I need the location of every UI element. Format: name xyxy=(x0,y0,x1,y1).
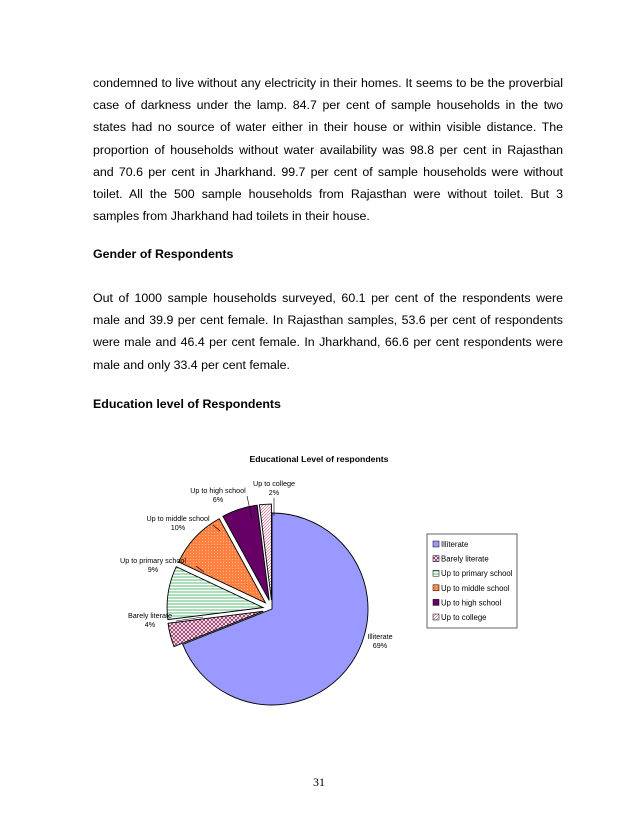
label-college: Up to college 2% xyxy=(253,479,295,497)
legend-primary-school-swatch xyxy=(433,570,439,576)
section-heading-education: Education level of Respondents xyxy=(93,397,281,411)
label-high-school: Up to high school 6% xyxy=(190,486,246,504)
legend-barely-literate-swatch xyxy=(433,556,439,562)
label-primary-school: Up to primary school 9% xyxy=(120,556,186,574)
legend-illiterate-swatch xyxy=(433,541,439,547)
legend-primary-school-label: Up to primary school xyxy=(441,569,513,579)
legend-high-school-swatch xyxy=(433,599,439,605)
label-middle-school: Up to middle school 10% xyxy=(146,514,210,532)
label-illiterate: Illiterate 69% xyxy=(367,632,393,650)
legend-high-school-label: Up to high school xyxy=(441,598,502,608)
section-heading-gender: Gender of Respondents xyxy=(93,247,234,261)
legend-college-swatch xyxy=(433,614,439,620)
body-paragraph-1: condemned to live without any electricity in their homes. It seems to be the proverbial case of darkness under the lamp. 84.7 per cent of sample households in the two states had no source of water either in their house or within visible distance. The proportion of households without water availability was 98.8 per cent in Rajasthan and 70.6 per cent in Jharkhand. 99.7 per cent of sample households were without toilet. All the 500 sample households from Rajasthan were without toilet. But 3 samples from Jharkhand had toilets in their house. xyxy=(93,76,563,224)
page-number: 31 xyxy=(313,775,325,789)
body-paragraph-2: Out of 1000 sample households surveyed, 60.1 per cent of the respondents were male and 39.9 per cent female. In Rajasthan samples, 53.6 per cent of respondents were male and 46.4 per cent female. In Jharkhand, 66.6 per cent respondents were male and only 33.4 per cent female. xyxy=(93,291,563,372)
legend-illiterate-label: Illiterate xyxy=(441,540,469,549)
legend-middle-school-label: Up to middle school xyxy=(441,583,510,593)
chart-title: Educational Level of respondents xyxy=(249,454,389,464)
legend-college-label: Up to college xyxy=(441,613,487,622)
legend-middle-school-swatch xyxy=(433,585,439,591)
legend-barely-literate-label: Barely literate xyxy=(441,554,489,564)
label-barely-literate: Barely literate 4% xyxy=(128,611,172,629)
